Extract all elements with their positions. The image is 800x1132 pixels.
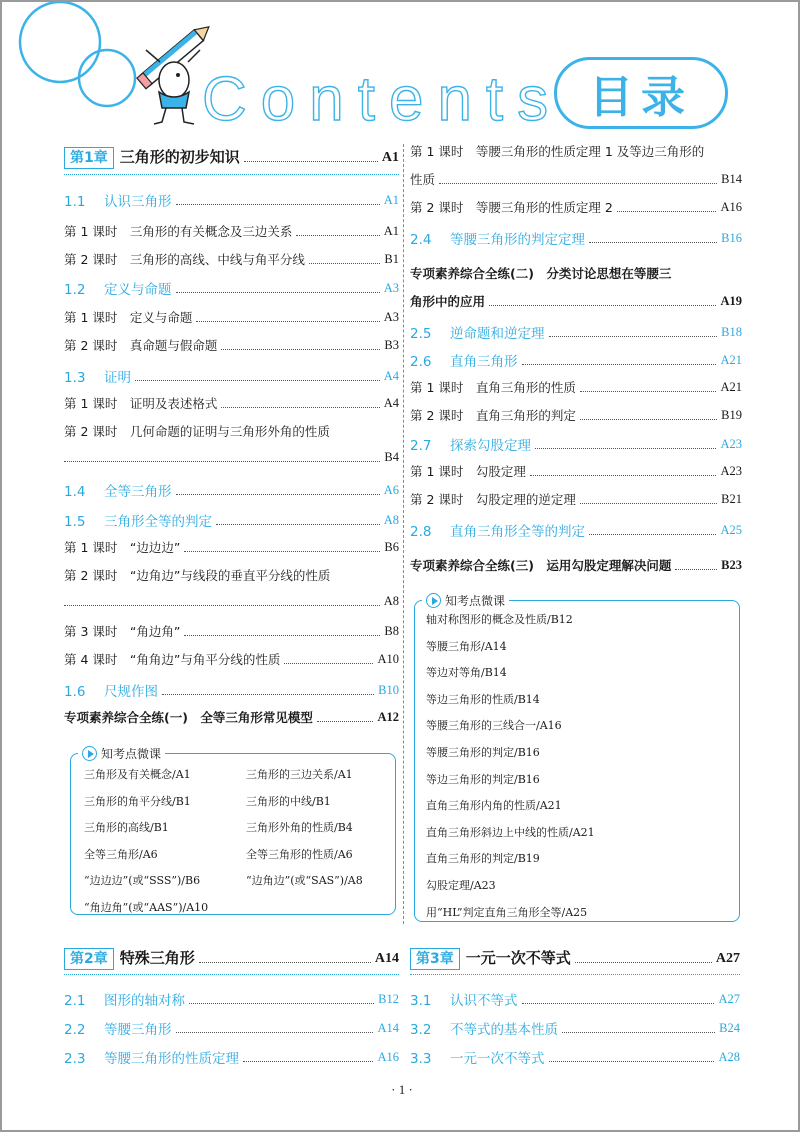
page-ref: A12 xyxy=(377,709,399,724)
chapter-underline xyxy=(64,974,399,975)
page-ref: A1 xyxy=(383,223,399,238)
knowledge-item[interactable]: “边角边”(或“SAS”)/A8 xyxy=(246,874,363,887)
leader-dots xyxy=(176,204,380,205)
chapter-2-row[interactable] xyxy=(64,947,399,970)
leader-dots xyxy=(675,569,717,570)
leader-dots xyxy=(580,503,717,504)
leader-dots xyxy=(535,448,716,449)
entry-title: 第 1 课时 勾股定理 xyxy=(410,464,526,479)
chapter-badge: 第1章 xyxy=(64,147,114,169)
lesson-entry[interactable] xyxy=(64,622,399,640)
section-entry[interactable] xyxy=(410,520,742,540)
section-number: 3.2 xyxy=(410,1022,432,1038)
leader-dots xyxy=(189,1003,374,1004)
page-ref: A8 xyxy=(383,512,399,527)
section-title: 直角三角形全等的判定 xyxy=(450,524,585,540)
knowledge-item[interactable]: 直角三角形斜边上中线的性质/A21 xyxy=(426,825,595,839)
page-ref: A21 xyxy=(720,379,742,394)
section-title: 直角三角形 xyxy=(450,354,518,370)
lesson-entry[interactable] xyxy=(64,394,399,412)
mulu-title: 目录 xyxy=(554,57,728,129)
section-entry[interactable] xyxy=(64,366,399,386)
page-ref: A1 xyxy=(381,149,399,165)
leader-dots xyxy=(221,349,380,350)
chapter-3-row[interactable] xyxy=(410,947,740,970)
leader-dots xyxy=(589,242,717,243)
page-ref: A8 xyxy=(383,594,399,608)
section-title: 逆命题和逆定理 xyxy=(450,326,545,342)
special-practice-entry[interactable] xyxy=(410,556,742,574)
section-number: 2.1 xyxy=(64,993,86,1009)
chapter-title: 三角形的初步知识 xyxy=(119,148,240,166)
section-entry[interactable] xyxy=(410,322,742,342)
section-number: 2.8 xyxy=(410,524,432,540)
leader-dots xyxy=(216,524,380,525)
section-number: 3.3 xyxy=(410,1051,432,1067)
section-entry[interactable] xyxy=(410,434,742,454)
entry-continuation[interactable] xyxy=(64,450,399,465)
entry-title: 角形中的应用 xyxy=(410,294,486,309)
page-ref: A4 xyxy=(383,368,399,383)
leader-dots xyxy=(176,1032,374,1033)
section-entry[interactable] xyxy=(410,228,742,248)
special-practice-entry[interactable] xyxy=(410,264,742,282)
entry-title: 专项素养综合全练(一) 全等三角形常见模型 xyxy=(64,710,313,725)
entry-title: 第 2 课时 三角形的高线、中线与角平分线 xyxy=(64,252,305,267)
lesson-entry[interactable] xyxy=(410,406,742,424)
page-ref: A14 xyxy=(374,950,399,966)
section-title: 等腰三角形的判定定理 xyxy=(450,232,585,248)
knowledge-item[interactable]: 三角形的中线/B1 xyxy=(246,794,331,808)
leader-dots xyxy=(135,380,380,381)
entry-title: 第 1 课时 定义与命题 xyxy=(64,310,193,325)
page-ref: A10 xyxy=(377,651,399,666)
page-ref: A23 xyxy=(720,436,742,451)
knowledge-item[interactable]: 全等三角形/A6 xyxy=(84,847,158,861)
entry-title: 第 2 课时 几何命题的证明与三角形外角的性质 xyxy=(64,424,330,439)
section-number: 1.5 xyxy=(64,514,86,530)
knowledge-item[interactable]: “角边角”(或“AAS”)/A10 xyxy=(84,900,209,914)
leader-dots xyxy=(64,605,380,606)
leader-dots xyxy=(589,534,716,535)
section-title: 探索勾股定理 xyxy=(450,438,531,454)
leader-dots xyxy=(184,635,380,636)
section-entry[interactable] xyxy=(64,1047,399,1067)
section-entry[interactable] xyxy=(64,1018,399,1038)
chapter-badge: 第2章 xyxy=(64,948,114,970)
page-ref: B14 xyxy=(721,171,742,186)
page-number: · 1 · xyxy=(391,1082,413,1097)
leader-dots xyxy=(296,235,379,236)
section-number: 2.5 xyxy=(410,326,432,342)
section-entry[interactable] xyxy=(64,510,399,530)
lesson-entry[interactable] xyxy=(64,650,399,668)
section-title: 等腰三角形 xyxy=(104,1022,172,1038)
knowledge-item[interactable]: “边边边”(或“SSS”)/B6 xyxy=(84,874,201,887)
lesson-entry[interactable] xyxy=(410,378,742,396)
entry-title: 第 2 课时 勾股定理的逆定理 xyxy=(410,492,576,507)
section-entry[interactable] xyxy=(410,1047,740,1067)
entry-title: 第 1 课时 直角三角形的性质 xyxy=(410,380,576,395)
leader-dots xyxy=(549,336,718,337)
page-ref: B18 xyxy=(721,324,742,339)
knowledge-item[interactable]: 三角形外角的性质/B4 xyxy=(246,821,353,834)
knowledge-item[interactable]: 勾股定理/A23 xyxy=(426,879,496,892)
section-number: 1.3 xyxy=(64,370,86,386)
leader-dots xyxy=(522,1003,715,1004)
section-title: 等腰三角形的性质定理 xyxy=(104,1051,239,1067)
knowledge-item[interactable]: 三角形及有关概念/A1 xyxy=(84,768,191,781)
chapter-underline xyxy=(64,174,399,175)
page-ref: B4 xyxy=(384,450,399,464)
knowledge-item[interactable]: 等腰三角形/A14 xyxy=(426,639,507,653)
leader-dots xyxy=(284,663,373,664)
chapter-badge: 第3章 xyxy=(410,948,460,970)
section-number: 2.6 xyxy=(410,354,432,370)
knowledge-item[interactable]: 直角三角形内角的性质/A21 xyxy=(426,799,562,813)
knowledge-box-title: 知考点微课 xyxy=(78,745,165,762)
section-title: 三角形全等的判定 xyxy=(104,514,212,530)
lesson-entry[interactable] xyxy=(64,222,399,240)
entry-title: 第 2 课时 真命题与假命题 xyxy=(64,338,218,353)
right-column xyxy=(410,142,742,922)
page-ref: A4 xyxy=(383,395,399,410)
knowledge-item[interactable]: 等边三角形的性质/B14 xyxy=(426,692,540,706)
section-number: 1.2 xyxy=(64,282,86,298)
section-entry[interactable] xyxy=(64,480,399,500)
page-ref: A19 xyxy=(720,293,742,308)
leader-dots xyxy=(617,211,717,212)
knowledge-item[interactable]: 轴对称图形的概念及性质/B12 xyxy=(426,613,573,626)
page-ref: A3 xyxy=(383,280,399,295)
section-number: 2.3 xyxy=(64,1051,86,1067)
section-title: 尺规作图 xyxy=(104,684,158,700)
leader-dots xyxy=(221,407,379,408)
entry-continuation[interactable] xyxy=(64,594,399,609)
entry-title: 第 1 课时 三角形的有关概念及三边关系 xyxy=(64,224,293,239)
chapter-title: 特殊三角形 xyxy=(119,949,195,967)
page-ref: A3 xyxy=(383,309,399,324)
page-ref: A28 xyxy=(718,1049,740,1064)
section-number: 1.6 xyxy=(64,684,86,700)
section-entry[interactable] xyxy=(410,1018,740,1038)
entry-title: 第 3 课时 “角边角” xyxy=(64,624,181,639)
leader-dots xyxy=(196,321,379,322)
section-title: 定义与命题 xyxy=(104,282,172,298)
knowledge-item[interactable]: 等腰三角形的三线合一/A16 xyxy=(426,719,562,733)
leader-dots xyxy=(176,292,380,293)
knowledge-item[interactable]: 三角形的角平分线/B1 xyxy=(84,794,191,808)
section-title: 认识不等式 xyxy=(450,993,518,1009)
section-title: 不等式的基本性质 xyxy=(450,1022,558,1038)
leader-dots xyxy=(549,1061,715,1062)
leader-dots xyxy=(562,1032,715,1033)
section-entry[interactable] xyxy=(410,350,742,370)
contents-title: Contents xyxy=(202,65,563,134)
chapter-3-block xyxy=(410,947,740,1077)
section-number: 2.2 xyxy=(64,1022,86,1038)
entry-title: 专项素养综合全练(二) 分类讨论思想在等腰三 xyxy=(410,266,672,281)
leader-dots xyxy=(162,694,374,695)
special-practice-entry[interactable] xyxy=(64,708,399,726)
header xyxy=(2,2,800,142)
section-number: 2.7 xyxy=(410,438,432,454)
leader-dots xyxy=(489,305,716,306)
page-ref: B16 xyxy=(721,230,742,245)
leader-dots xyxy=(530,475,717,476)
play-icon xyxy=(82,746,97,761)
section-number: 2.4 xyxy=(410,232,432,248)
lesson-entry[interactable] xyxy=(410,142,742,160)
entry-title: 性质 xyxy=(410,172,436,187)
left-column xyxy=(64,142,399,922)
entry-title: 第 4 课时 “角角边”与角平分线的性质 xyxy=(64,652,281,667)
entry-title: 第 2 课时 “边角边”与线段的垂直平分线的性质 xyxy=(64,568,331,583)
lesson-entry[interactable] xyxy=(64,250,399,268)
entry-title: 第 1 课时 “边边边” xyxy=(64,540,181,555)
leader-dots xyxy=(243,1061,373,1062)
knowledge-box-title: 知考点微课 xyxy=(422,592,509,609)
page-ref: A21 xyxy=(720,352,742,367)
page-ref: B23 xyxy=(721,557,742,572)
entry-continuation[interactable] xyxy=(410,170,742,188)
lesson-entry[interactable] xyxy=(64,336,399,354)
chapter-1-row[interactable] xyxy=(64,146,399,169)
page-ref: B21 xyxy=(721,491,742,506)
page-ref: B6 xyxy=(384,539,399,554)
leader-dots xyxy=(184,551,380,552)
page-ref: B24 xyxy=(719,1020,740,1035)
knowledge-item[interactable]: 三角形的高线/B1 xyxy=(84,821,169,834)
page-ref: B19 xyxy=(721,407,742,422)
page-ref: A27 xyxy=(715,950,740,966)
special-practice-entry[interactable] xyxy=(410,292,742,310)
entry-title: 专项素养综合全练(三) 运用勾股定理解决问题 xyxy=(410,558,672,573)
entry-title: 第 2 课时 直角三角形的判定 xyxy=(410,408,576,423)
section-entry[interactable] xyxy=(64,680,399,700)
section-title: 一元一次不等式 xyxy=(450,1051,545,1067)
page-ref: A16 xyxy=(720,199,742,214)
section-entry[interactable] xyxy=(64,278,399,298)
leader-dots xyxy=(317,721,374,722)
page-ref: A14 xyxy=(377,1020,399,1035)
leader-dots xyxy=(309,263,381,264)
section-title: 认识三角形 xyxy=(104,194,172,210)
leader-dots xyxy=(580,419,717,420)
section-entry[interactable] xyxy=(410,989,740,1009)
lesson-entry[interactable] xyxy=(410,198,742,216)
lesson-entry[interactable] xyxy=(64,538,399,556)
page-ref: B3 xyxy=(384,337,399,352)
section-title: 证明 xyxy=(104,370,131,386)
leader-dots xyxy=(580,391,717,392)
entry-title: 第 1 课时 证明及表述格式 xyxy=(64,396,218,411)
page-ref: A25 xyxy=(720,522,742,537)
section-title: 图形的轴对称 xyxy=(104,993,185,1009)
knowledge-item[interactable]: 用“HL”判定直角三角形全等/A25 xyxy=(426,905,588,919)
knowledge-item[interactable]: 全等三角形的性质/A6 xyxy=(246,847,353,861)
section-entry[interactable] xyxy=(64,989,399,1009)
chapter-title: 一元一次不等式 xyxy=(465,949,571,967)
entry-title: 第 2 课时 等腰三角形的性质定理 2 xyxy=(410,200,613,215)
leader-dots xyxy=(522,364,717,365)
leader-dots xyxy=(64,461,380,462)
section-number: 3.1 xyxy=(410,993,432,1009)
lesson-entry[interactable] xyxy=(64,308,399,326)
chapter-2-block xyxy=(64,947,399,1077)
knowledge-item[interactable]: 等边三角形的判定/B16 xyxy=(426,772,540,786)
section-title: 全等三角形 xyxy=(104,484,172,500)
page-ref: B12 xyxy=(378,991,399,1006)
lesson-entry[interactable] xyxy=(410,462,742,480)
lesson-entry[interactable] xyxy=(64,566,399,584)
entry-title: 第 1 课时 等腰三角形的性质定理 1 及等边三角形的 xyxy=(410,144,705,159)
knowledge-item[interactable]: 等边对等角/B14 xyxy=(426,666,507,680)
lesson-entry[interactable] xyxy=(410,490,742,508)
page-ref: B1 xyxy=(384,251,399,266)
leader-dots xyxy=(439,183,717,184)
chapter-underline xyxy=(410,974,740,975)
leader-dots xyxy=(176,494,380,495)
section-number: 1.1 xyxy=(64,194,86,210)
page-ref: A6 xyxy=(383,482,399,497)
page-ref: A1 xyxy=(383,192,399,207)
lesson-entry[interactable] xyxy=(64,422,399,440)
page-ref: A27 xyxy=(718,991,740,1006)
section-entry[interactable] xyxy=(64,190,399,210)
page-ref: B8 xyxy=(384,623,399,638)
column-divider xyxy=(403,144,404,924)
page-ref: B10 xyxy=(378,682,399,697)
page-ref: A16 xyxy=(377,1049,399,1064)
knowledge-item[interactable]: 直角三角形的判定/B19 xyxy=(426,852,540,866)
play-icon xyxy=(426,593,441,608)
page-ref: A23 xyxy=(720,463,742,478)
knowledge-item[interactable]: 三角形的三边关系/A1 xyxy=(246,768,353,781)
section-number: 1.4 xyxy=(64,484,86,500)
knowledge-item[interactable]: 等腰三角形的判定/B16 xyxy=(426,746,540,759)
